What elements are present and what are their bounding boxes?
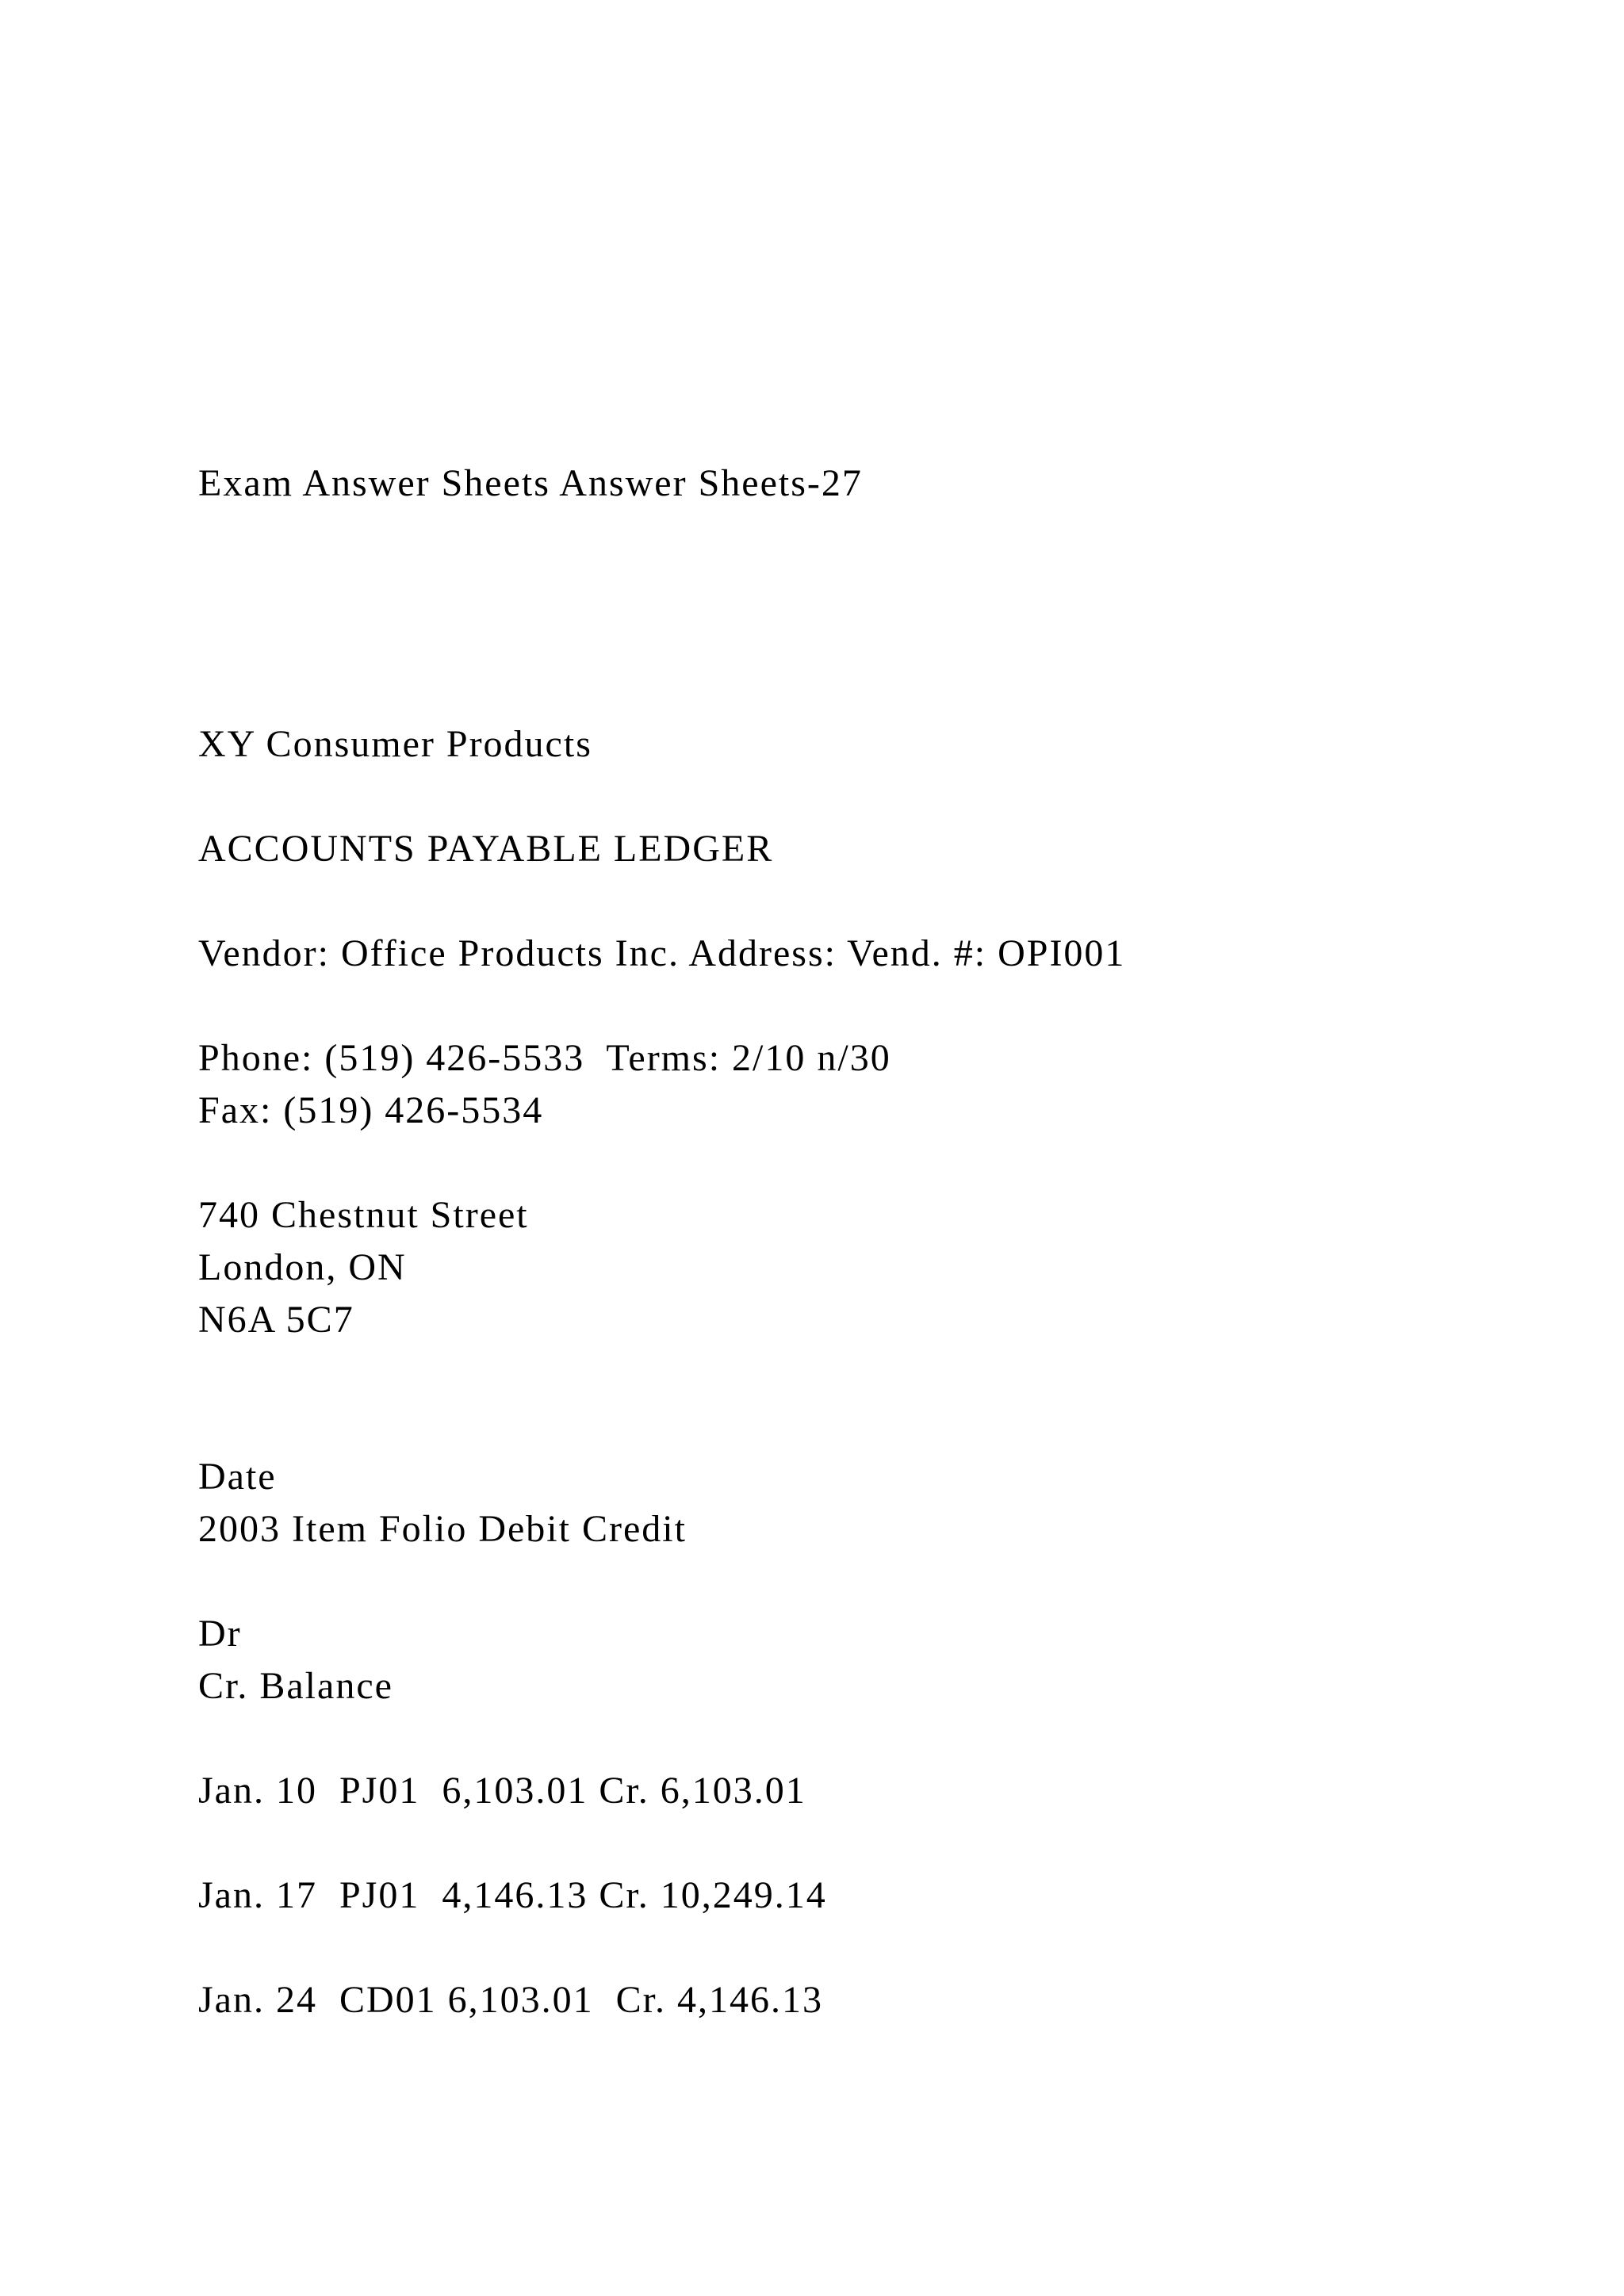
vendor-line: Vendor: Office Products Inc. Address: Vend. #: OPI001	[198, 932, 1126, 974]
address-city: London, ON	[198, 1246, 407, 1288]
phone-terms-line: Phone: (519) 426-5533 Terms: 2/10 n/30	[198, 1037, 891, 1079]
ledger-entry-row: Jan. 24 CD01 6,103.01 Cr. 4,146.13	[198, 1979, 824, 2021]
table-header-columns: 2003 Item Folio Debit Credit	[198, 1508, 687, 1550]
table-header-balance: Cr. Balance	[198, 1665, 393, 1707]
ledger-title: ACCOUNTS PAYABLE LEDGER	[198, 828, 774, 870]
page-header: Exam Answer Sheets Answer Sheets-27	[198, 462, 863, 504]
table-header-dr: Dr	[198, 1613, 242, 1655]
fax-line: Fax: (519) 426-5534	[198, 1089, 544, 1131]
address-postal: N6A 5C7	[198, 1299, 354, 1341]
address-street: 740 Chestnut Street	[198, 1194, 529, 1236]
ledger-entry-row: Jan. 17 PJ01 4,146.13 Cr. 10,249.14	[198, 1874, 827, 1916]
company-name: XY Consumer Products	[198, 723, 592, 765]
ledger-entry-row: Jan. 10 PJ01 6,103.01 Cr. 6,103.01	[198, 1770, 806, 1812]
table-header-date: Date	[198, 1456, 277, 1498]
